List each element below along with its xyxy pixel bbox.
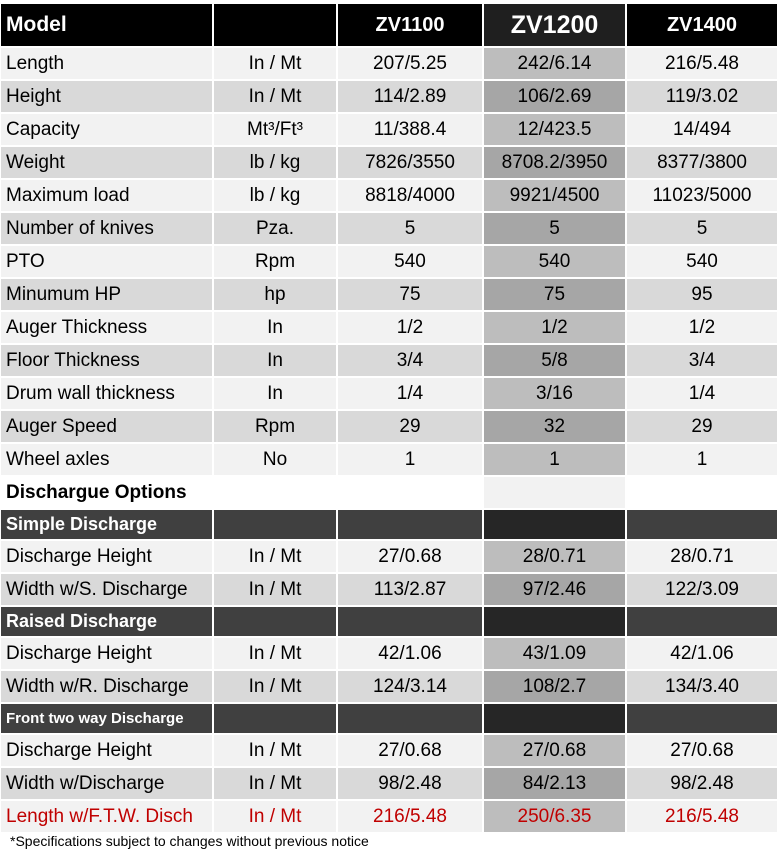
section-title: Raised Discharge xyxy=(1,607,214,638)
model-zv1400-header: ZV1400 xyxy=(627,4,777,48)
spec-name: Discharge Height xyxy=(1,541,214,574)
spec-row-drum-wall-thickness xyxy=(1,378,777,411)
spec-unit: Pza. xyxy=(214,213,338,246)
spec-name: Length w/F.T.W. Disch xyxy=(1,801,214,834)
spec-value-zv1100: 540 xyxy=(338,246,484,279)
spec-value-zv1100: 42/1.06 xyxy=(338,638,484,671)
section-title: Front two way Discharge xyxy=(1,704,214,735)
spec-row-floor-thickness xyxy=(1,345,777,378)
spec-unit: In / Mt xyxy=(214,638,338,671)
spec-value-zv1100: 29 xyxy=(338,411,484,444)
spec-unit: Mt³/Ft³ xyxy=(214,114,338,147)
spec-unit: In / Mt xyxy=(214,801,338,834)
spec-value-zv1100: 27/0.68 xyxy=(338,541,484,574)
spec-value-zv1100: 27/0.68 xyxy=(338,735,484,768)
spec-value-zv1400: 5 xyxy=(627,213,777,246)
spec-value-zv1400: 29 xyxy=(627,411,777,444)
spec-value-zv1200: 97/2.46 xyxy=(484,574,627,607)
spec-value-zv1200: 43/1.09 xyxy=(484,638,627,671)
spec-unit: Rpm xyxy=(214,411,338,444)
spec-unit: hp xyxy=(214,279,338,312)
spec-value-zv1200: 9921/4500 xyxy=(484,180,627,213)
spec-value-zv1400: 1 xyxy=(627,444,777,477)
spec-unit: In xyxy=(214,345,338,378)
spec-value-zv1100: 3/4 xyxy=(338,345,484,378)
spec-row-pto xyxy=(1,246,777,279)
model-zv1100-header: ZV1100 xyxy=(338,4,484,48)
spec-row-capacity xyxy=(1,114,777,147)
spec-name: Floor Thickness xyxy=(1,345,214,378)
spec-value-zv1200: 75 xyxy=(484,279,627,312)
spec-unit: In xyxy=(214,378,338,411)
discharge-options-heading: Dischargue Options xyxy=(1,477,214,510)
table-row xyxy=(1,574,777,607)
spec-row-number-of-knives xyxy=(1,213,777,246)
spec-row-maximum-load xyxy=(1,180,777,213)
spec-row-wheel-axles xyxy=(1,444,777,477)
table-header-row xyxy=(1,4,777,48)
spec-value-zv1100: 5 xyxy=(338,213,484,246)
spec-value-zv1100: 8818/4000 xyxy=(338,180,484,213)
spec-name: Width w/Discharge xyxy=(1,768,214,801)
spec-value-zv1400: 119/3.02 xyxy=(627,81,777,114)
model-header: Model xyxy=(1,4,214,48)
discharge-options-heading-row xyxy=(1,477,777,510)
footnote: *Specifications subject to changes without previous notice xyxy=(10,833,369,849)
spec-value-zv1100: 114/2.89 xyxy=(338,81,484,114)
spec-value-zv1400: 122/3.09 xyxy=(627,574,777,607)
table-row xyxy=(1,735,777,768)
spec-value-zv1200: 32 xyxy=(484,411,627,444)
spec-value-zv1200: 242/6.14 xyxy=(484,48,627,81)
table-row xyxy=(1,638,777,671)
spec-table xyxy=(1,4,777,834)
spec-value-zv1100: 98/2.48 xyxy=(338,768,484,801)
spec-name: Minumum HP xyxy=(1,279,214,312)
spec-unit: In / Mt xyxy=(214,574,338,607)
spec-unit: In / Mt xyxy=(214,768,338,801)
spec-value-zv1200: 1/2 xyxy=(484,312,627,345)
section-simple-discharge xyxy=(1,510,777,541)
spec-value-zv1400: 216/5.48 xyxy=(627,801,777,834)
spec-value-zv1100: 11/388.4 xyxy=(338,114,484,147)
spec-name: Maximum load xyxy=(1,180,214,213)
spec-value-zv1200: 8708.2/3950 xyxy=(484,147,627,180)
spec-value-zv1200: 84/2.13 xyxy=(484,768,627,801)
spec-unit: In / Mt xyxy=(214,48,338,81)
spec-value-zv1200: 28/0.71 xyxy=(484,541,627,574)
spec-name: Wheel axles xyxy=(1,444,214,477)
spec-value-zv1100: 1/4 xyxy=(338,378,484,411)
unit-header xyxy=(214,4,338,48)
spec-value-zv1100: 1 xyxy=(338,444,484,477)
table-row xyxy=(1,671,777,704)
spec-unit: In / Mt xyxy=(214,735,338,768)
table-row xyxy=(1,768,777,801)
spec-value-zv1100: 7826/3550 xyxy=(338,147,484,180)
spec-value-zv1400: 216/5.48 xyxy=(627,48,777,81)
spec-unit: In / Mt xyxy=(214,81,338,114)
spec-name: Height xyxy=(1,81,214,114)
spec-unit: lb / kg xyxy=(214,147,338,180)
spec-value-zv1200: 5 xyxy=(484,213,627,246)
spec-value-zv1200: 5/8 xyxy=(484,345,627,378)
spec-value-zv1100: 75 xyxy=(338,279,484,312)
spec-name: Auger Thickness xyxy=(1,312,214,345)
spec-unit: In / Mt xyxy=(214,541,338,574)
spec-name: Auger Speed xyxy=(1,411,214,444)
spec-value-zv1400: 42/1.06 xyxy=(627,638,777,671)
spec-row-minimum-hp xyxy=(1,279,777,312)
spec-value-zv1200: 106/2.69 xyxy=(484,81,627,114)
spec-value-zv1400: 1/4 xyxy=(627,378,777,411)
table-row xyxy=(1,541,777,574)
spec-row-height xyxy=(1,81,777,114)
spec-unit: Rpm xyxy=(214,246,338,279)
spec-value-zv1400: 540 xyxy=(627,246,777,279)
spec-name: Width w/R. Discharge xyxy=(1,671,214,704)
spec-unit: In xyxy=(214,312,338,345)
spec-value-zv1100: 1/2 xyxy=(338,312,484,345)
spec-value-zv1200: 1 xyxy=(484,444,627,477)
spec-name: Number of knives xyxy=(1,213,214,246)
spec-name: Weight xyxy=(1,147,214,180)
spec-value-zv1400: 95 xyxy=(627,279,777,312)
model-zv1200-header: ZV1200 xyxy=(484,4,627,48)
section-front-two-way-discharge xyxy=(1,704,777,735)
section-title: Simple Discharge xyxy=(1,510,214,541)
spec-name: Drum wall thickness xyxy=(1,378,214,411)
spec-name: Capacity xyxy=(1,114,214,147)
spec-unit: No xyxy=(214,444,338,477)
spec-value-zv1400: 14/494 xyxy=(627,114,777,147)
spec-value-zv1400: 98/2.48 xyxy=(627,768,777,801)
spec-value-zv1100: 207/5.25 xyxy=(338,48,484,81)
spec-value-zv1200: 12/423.5 xyxy=(484,114,627,147)
spec-name: Discharge Height xyxy=(1,638,214,671)
table-row xyxy=(1,801,777,834)
spec-value-zv1100: 124/3.14 xyxy=(338,671,484,704)
spec-value-zv1400: 11023/5000 xyxy=(627,180,777,213)
spec-row-auger-thickness xyxy=(1,312,777,345)
spec-value-zv1400: 3/4 xyxy=(627,345,777,378)
spec-value-zv1400: 8377/3800 xyxy=(627,147,777,180)
spec-row-auger-speed xyxy=(1,411,777,444)
spec-name: PTO xyxy=(1,246,214,279)
spec-value-zv1100: 113/2.87 xyxy=(338,574,484,607)
section-raised-discharge xyxy=(1,607,777,638)
spec-name: Length xyxy=(1,48,214,81)
spec-value-zv1400: 134/3.40 xyxy=(627,671,777,704)
spec-value-zv1400: 1/2 xyxy=(627,312,777,345)
spec-value-zv1200: 250/6.35 xyxy=(484,801,627,834)
spec-name: Width w/S. Discharge xyxy=(1,574,214,607)
spec-row-weight xyxy=(1,147,777,180)
spec-value-zv1200: 540 xyxy=(484,246,627,279)
spec-name: Discharge Height xyxy=(1,735,214,768)
spec-unit: lb / kg xyxy=(214,180,338,213)
spec-value-zv1200: 27/0.68 xyxy=(484,735,627,768)
spec-value-zv1200: 108/2.7 xyxy=(484,671,627,704)
spec-value-zv1400: 27/0.68 xyxy=(627,735,777,768)
spec-unit: In / Mt xyxy=(214,671,338,704)
spec-row-length xyxy=(1,48,777,81)
spec-value-zv1100: 216/5.48 xyxy=(338,801,484,834)
spec-value-zv1200: 3/16 xyxy=(484,378,627,411)
spec-value-zv1400: 28/0.71 xyxy=(627,541,777,574)
